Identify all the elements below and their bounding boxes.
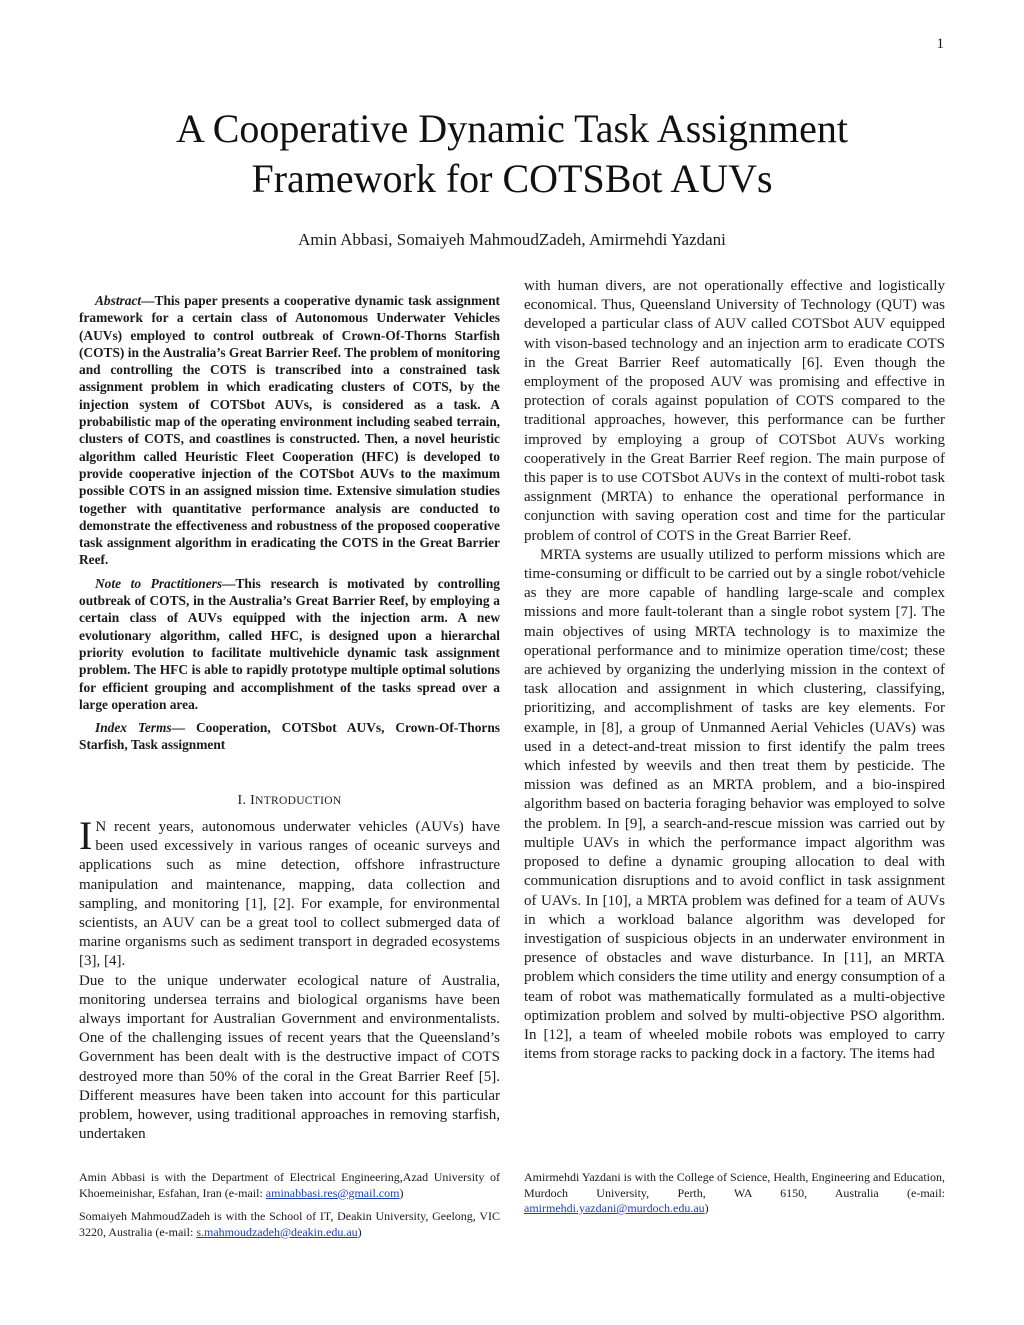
abstract-dash: — (141, 293, 155, 308)
footnote-yazdani (524, 1170, 945, 1217)
intro-paragraph-1 (79, 813, 500, 972)
footnotes-left (79, 1170, 500, 1248)
footnote-mahmoudzadeh-close: ) (357, 1224, 362, 1239)
intro-paragraph-1-text: N recent years, autonomous underwater vehicles (AUVs) have been used excessively in various ranges of oceanic surveys and applications such as mine detection, offshore infrastructure manipulation and maintenance, mapping, data collection and sampling, and monitoring [1], [2]. For example, for environmental scientists, an AUV can be a great tool to collect submerged data of marine organisms such as sediment transport in degraded ecosystems [3], [4]. (79, 819, 500, 970)
email-link-abbasi[interactable]: aminabbasi.res@gmail.com (265, 1185, 400, 1200)
footnote-abbasi-text: Amin Abbasi is with the Department of Electrical Engineering,Azad University of Khoemeinishar, Esfahan, Iran (e-mail: (79, 1170, 500, 1200)
section-number: I. (237, 793, 247, 808)
footnote-yazdani-text: Amirmehdi Yazdani is with the College of Science, Health, Engineering and Education, Murdoch University, Perth, WA 6150, Australia (e-mail: (524, 1170, 945, 1200)
section-title-rest: NTRODUCTION (255, 795, 342, 807)
title-line-1: A Cooperative Dynamic Task Assignment (176, 106, 848, 151)
index-terms-dash: — (171, 720, 196, 736)
index-terms-label: Index Terms (95, 720, 172, 736)
right-paragraph-2: MRTA systems are usually utilized to perform missions which are time-consuming or difficult to be carried out by a single robot/vehicle as they are more capable of handling large-scale and complex missions and more fault-tolerant than a single robot system [7]. The main objectives of using MRTA technology is to maximize the operational performance and to minimize operation time/cost; these are achieved by organizing the underlying mission in the context of task allocation and assignment in which clustering, classifying, prioritizing, and accomplishment of tasks are key elements. For example, in [8], a group of Unmanned Aerial Vehicles (UAVs) was used in a detect-and-treat mission to first identify the palm trees which infested by weevils and then treat them by pesticide. The mission was defined as an MRTA problem, and a bio-inspired algorithm based on bacteria foraging behavior was employed to solve the problem. In [9], a search-and-rescue mission was carried out by multiple UAVs in which the performance impact algorithm was proposed to define a dynamic grouping allocation to deal with communication disruptions and to avoid conflict in task assignment of UAVs. In [10], a MRTA problem was defined for a team of AUVs in which a workload balance algorithm was developed for investigation of suspicious objects in an underwater environment in presence of obstacles and wave disturbance. In [11], an MRTA problem which considers the time utility and energy consumption of a team of robot was mathematically formulated as a multi-objective optimization problem and solved by multi-objective PSO algorithm. In [12], a team of wheeled mobile robots was employed to carry items from storage racks to packing dock in a factory. The items had (524, 546, 945, 1063)
email-link-yazdani[interactable]: amirmehdi.yazdani@murdoch.edu.au (524, 1201, 705, 1215)
footnotes-right (524, 1170, 945, 1225)
section-initial: I (250, 793, 256, 808)
note-dash: — (222, 575, 236, 591)
author-list: Amin Abbasi, Somaiyeh MahmoudZadeh, Amirmehdi Yazdani (298, 230, 726, 249)
footnote-mahmoudzadeh (79, 1209, 500, 1240)
intro-paragraph-2: Due to the unique underwater ecological nature of Australia, monitoring undersea terrains and biological organisms have been always important for Australian Government and environmentalists. One of the challenging issues of recent years that the Queensland’s Government has been dealt with is the destructive impact of COTS destroyed more than 50% of the coral in the Great Barrier Reef [5]. Different measures have been taken into account for this particular problem, however, using traditional approaches in removing starfish, undertaken (79, 972, 500, 1143)
title-line-2: Framework for COTSBot AUVs (251, 156, 773, 201)
abstract-block (79, 292, 500, 760)
page-number: 1 (936, 36, 944, 52)
right-column-body (524, 277, 945, 1064)
section-heading-introduction (79, 793, 500, 809)
index-terms-text: Cooperation, COTSbot AUVs, Crown-Of-Thorns Starfish, Task assignment (79, 720, 500, 753)
note-paragraph (79, 575, 500, 713)
introduction-body (79, 813, 500, 1144)
right-paragraph-1: with human divers, are not operationally effective and logistically economical. Thus, Queensland University of Technology (QUT) was developed a particular class of AUV called COTSbot AUV equipped with vison-based technology and an injection arm to eradicate COTS in the Great Barrier Reef automatically [6]. Even though the employment of the proposed AUV was promising and effective in protection of corals against population of COTS compared to the traditional approaches, however, this performance can be further improved by employing a group of COTSbot AUVs working cooperatively in the Great Barrier Reef region. The main purpose of this paper is to use COTSbot AUVs in the context of multi-robot task assignment (MRTA) to enhance the operational performance in conjunction with saving operation cost and time for the particular problem of control of COTS in the Great Barrier Reef. (524, 278, 945, 544)
note-label: Note to Practitioners (95, 575, 223, 591)
footnote-abbasi (79, 1170, 500, 1201)
footnote-mahmoudzadeh-text: Somaiyeh MahmoudZadeh is with the School of IT, Deakin University, Geelong, VIC 3220, Australia (e-mail: (79, 1209, 500, 1239)
drop-cap: I (79, 813, 93, 858)
abstract-text: This paper presents a cooperative dynamic task assignment framework for a certain class of Autonomous Underwater Vehicles (AUVs) employed to control outbreak of Crown-Of-Thorns Starfish (COTS) in the Australia’s Great Barrier Reef. The problem of monitoring and controlling the COTS is transcribed into a constrained task assignment problem in which eradicating clusters of COTS, by the injection system of COTSbot AUVs, is considered as a task. A probabilistic map of the operating environment including seabed terrain, clusters of COTS, and coastlines is constructed. Then, a novel heuristic algorithm called Heuristic Fleet Cooperation (HFC) is developed to provide cooperative injection of the COTSbot AUVs to the maximum possible COTS in an assigned mission time. Extensive simulation studies together with quantitative performance analysis are conducted to demonstrate the effectiveness and robustness of the proposed cooperative task assignment algorithm in eradicating the COTS in the Great Barrier Reef. (79, 293, 500, 568)
footnote-abbasi-close: ) (399, 1185, 404, 1200)
index-terms-paragraph (79, 719, 500, 754)
abstract-paragraph (79, 292, 500, 569)
note-text: This research is motivated by controlling outbreak of COTS, in the Australia’s Great Barrier Reef, by employing a certain class of AUVs equipped with the injection arm. A new evolutionary algorithm, called HFC, is designed upon a hierarchal priority evolution to facilitate multivehicle dynamic task assignment problem. The HFC is able to rapidly prototype multiple optimal solutions for efficient grouping and accomplishment of the tasks spread over a large operation area. (79, 575, 500, 712)
email-link-mahmoudzadeh[interactable]: s.mahmoudzadeh@deakin.edu.au (196, 1224, 358, 1239)
paper-title (0, 104, 1024, 204)
footnote-yazdani-close: ) (704, 1201, 709, 1215)
abstract-label: Abstract (95, 293, 142, 308)
